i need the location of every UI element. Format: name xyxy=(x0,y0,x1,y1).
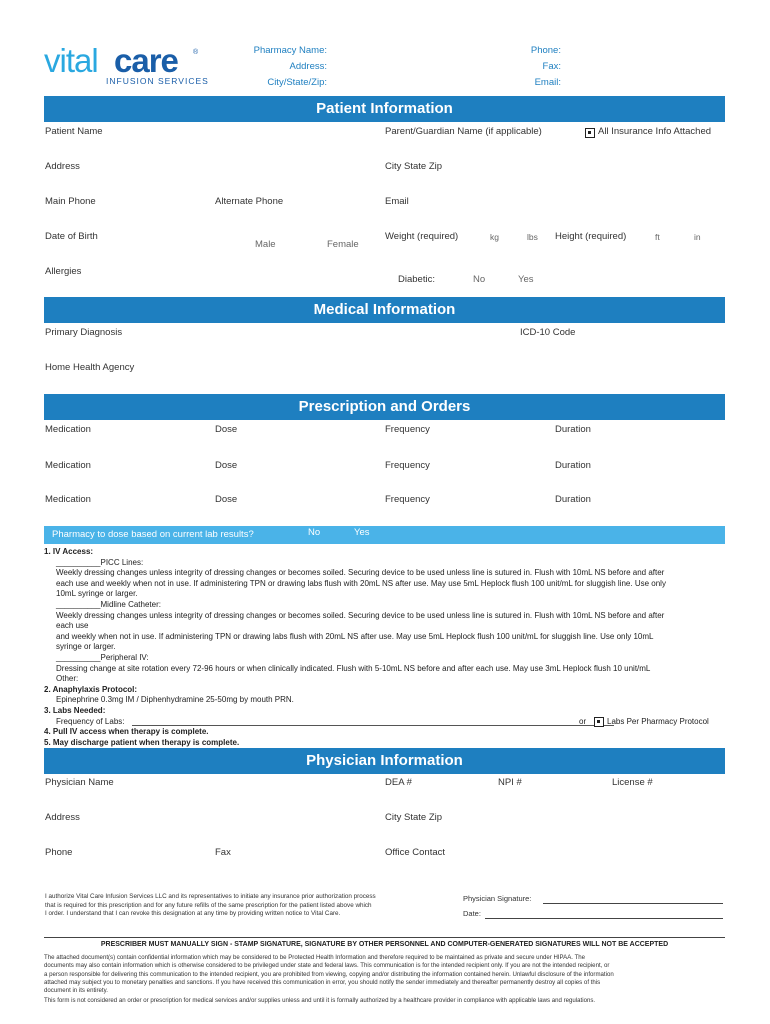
lbs-option[interactable]: lbs xyxy=(527,232,538,242)
iv-access-heading: 1. IV Access: xyxy=(44,547,94,556)
midline-text-4: syringe or larger. xyxy=(56,642,116,652)
office-contact-field[interactable]: Office Contact xyxy=(385,847,446,858)
frequency-field[interactable]: Frequency xyxy=(385,424,430,435)
lab-dosing-yes-option[interactable]: Yes xyxy=(354,527,370,538)
discharge-item: 5. May discharge patient when therapy is complete. xyxy=(44,737,240,747)
physician-info-heading: Physician Information xyxy=(44,748,725,774)
conf-line-5: document in its entirety. xyxy=(44,987,108,995)
height-field[interactable]: Height (required) xyxy=(555,231,627,242)
labs-per-protocol-checkbox[interactable] xyxy=(594,717,604,727)
diabetic-no-option[interactable]: No xyxy=(473,274,486,285)
main-phone-field[interactable]: Main Phone xyxy=(45,196,96,207)
labs-needed-heading: 3. Labs Needed: xyxy=(44,705,106,715)
peripheral-text-1: Dressing change at site rotation every 72-96 hours or when clinically indicated. Flush with 5-10mL NS before and after each use. May use 3mL Heplock flush 10 unit/mL xyxy=(56,663,651,673)
pharmacy-phone-label: Phone: xyxy=(530,45,561,56)
lab-dosing-question: Pharmacy to dose based on current lab results? xyxy=(52,529,254,540)
confidentiality-notice xyxy=(44,954,725,995)
peripheral-label: Peripheral IV: xyxy=(100,652,149,662)
physician-signature-label: Physician Signature: xyxy=(463,894,532,903)
lab-dosing-no-option[interactable]: No xyxy=(308,527,321,538)
prescription-heading: Prescription and Orders xyxy=(44,394,725,420)
medical-info-heading: Medical Information xyxy=(44,297,725,323)
lab-dosing-bar xyxy=(44,526,725,544)
patient-city-state-zip-field[interactable]: City State Zip xyxy=(385,161,443,172)
icd10-field[interactable]: ICD-10 Code xyxy=(520,327,576,338)
parent-guardian-field[interactable]: Parent/Guardian Name (if applicable) xyxy=(385,126,542,137)
picc-blank[interactable]: __________ xyxy=(56,557,101,567)
home-health-agency-field[interactable]: Home Health Agency xyxy=(45,362,135,373)
pharmacy-address-label: Address: xyxy=(289,61,327,72)
logo-subtitle: INFUSION SERVICES xyxy=(106,76,209,86)
duration-field[interactable]: Duration xyxy=(555,424,591,435)
physician-address-field[interactable]: Address xyxy=(45,812,80,823)
physician-fax-field[interactable]: Fax xyxy=(215,847,231,858)
patient-name-field[interactable]: Patient Name xyxy=(45,126,103,137)
dose-field[interactable]: Dose xyxy=(215,494,238,505)
patient-email-field[interactable]: Email xyxy=(385,196,409,207)
frequency-field[interactable]: Frequency xyxy=(385,494,430,505)
physician-signature-line[interactable] xyxy=(543,903,723,904)
medication-field[interactable]: Medication xyxy=(45,424,91,435)
dose-field[interactable]: Dose xyxy=(215,424,238,435)
dea-field[interactable]: DEA # xyxy=(385,777,412,788)
physician-signature-row xyxy=(463,895,531,904)
insurance-attached-label: All Insurance Info Attached xyxy=(598,126,712,137)
authorization-line-2: that is required for this prescription and for any future refills of the same prescription for the patient listed above which xyxy=(45,901,372,909)
logo-vital: vital xyxy=(44,42,98,79)
physician-city-state-zip-field[interactable]: City State Zip xyxy=(385,812,443,823)
date-label: Date: xyxy=(463,909,481,918)
date-row xyxy=(463,910,481,919)
logo-reg: ® xyxy=(193,49,199,56)
conf-line-2: documents may also contain information which is otherwise considered to be privileged under state and federal laws. This communication is for the intended recipient only. If you are not the intended recipient, or xyxy=(44,962,610,970)
frequency-of-labs-label: Frequency of Labs: xyxy=(56,716,125,726)
prescriber-warning: PRESCRIBER MUST MANUALLY SIGN - STAMP SIGNATURE, SIGNATURE BY OTHER PERSONNEL AND COMPUTER-GENERATED SIGNATURES WILL NOT BE ACCEPTED xyxy=(100,941,669,948)
female-option[interactable]: Female xyxy=(327,239,359,250)
physician-name-field[interactable]: Physician Name xyxy=(45,777,114,788)
allergies-field[interactable]: Allergies xyxy=(45,266,82,277)
dose-field[interactable]: Dose xyxy=(215,460,238,471)
diabetic-label: Diabetic: xyxy=(398,274,435,285)
npi-field[interactable]: NPI # xyxy=(498,777,522,788)
medication-field[interactable]: Medication xyxy=(45,460,91,471)
frequency-of-labs-line[interactable] xyxy=(132,717,614,726)
diabetic-yes-option[interactable]: Yes xyxy=(518,274,534,285)
footer-divider xyxy=(44,937,725,938)
primary-diagnosis-field[interactable]: Primary Diagnosis xyxy=(45,327,123,338)
physician-phone-field[interactable]: Phone xyxy=(45,847,73,858)
not-order-notice: This form is not considered an order or prescription for medical services and/or supplies unless and until it is formally authorized by a healthcare provider in compliance with applicable laws and regulations. xyxy=(44,997,596,1004)
dob-field[interactable]: Date of Birth xyxy=(45,231,98,242)
midline-text-2: each use xyxy=(56,621,89,631)
vitalcare-logo xyxy=(44,42,209,88)
authorization-line-3: I order. I understand that I can revoke this designation at any time by providing written notice to Vital Care. xyxy=(45,910,341,917)
orders-block xyxy=(44,547,725,748)
picc-text-1: Weekly dressing changes unless integrity of dressing changes or becomes soiled. Securing device to be used unless line is sutured in. Flush with 10mL NS before and after xyxy=(56,568,665,578)
patient-info-heading: Patient Information xyxy=(44,96,725,122)
authorization-text xyxy=(45,893,445,919)
picc-text-3: 10mL syringe or larger. xyxy=(56,589,138,599)
pharmacy-citystatezip-label: City/State/Zip: xyxy=(267,77,327,88)
in-option[interactable]: in xyxy=(694,232,701,242)
labs-or-label: or xyxy=(579,716,587,726)
logo-care: care xyxy=(114,42,178,79)
ft-option[interactable]: ft xyxy=(655,232,660,242)
date-line[interactable] xyxy=(485,918,723,919)
authorization-line-1: I authorize Vital Care Infusion Services LLC and its representatives to initiate any insurance prior authorization process xyxy=(45,893,376,900)
conf-line-3: a person responsible for delivering this communication to the intended recipient, you are prohibited from viewing, copying and/or distributing the information contained herein. Unlawful disclosure of the information xyxy=(44,970,614,978)
male-option[interactable]: Male xyxy=(255,239,276,250)
conf-line-4: attached may subject you to monetary penalties and sanctions. If you have received this communication in error, you should notify the sender immediately and thereafter permanently destroy all copies of this xyxy=(44,978,601,986)
frequency-field[interactable]: Frequency xyxy=(385,460,430,471)
midline-label: Midline Catheter: xyxy=(100,599,161,609)
midline-text-1: Weekly dressing changes unless integrity of dressing changes or becomes soiled. Securing device to be used unless line is sutured in. Flush with 10mL NS before and after xyxy=(56,610,665,620)
weight-field[interactable]: Weight (required) xyxy=(385,231,459,242)
medication-field[interactable]: Medication xyxy=(45,494,91,505)
patient-address-field[interactable]: Address xyxy=(45,161,80,172)
pull-iv-item: 4. Pull IV access when therapy is complete. xyxy=(44,727,209,737)
other-label[interactable]: Other: xyxy=(56,674,79,684)
duration-field[interactable]: Duration xyxy=(555,494,591,505)
pharmacy-name-label: Pharmacy Name: xyxy=(253,45,327,56)
picc-text-2: each use and weekly when not in use. If administering TPN or drawing labs flush with 20mL NS after use. May use 5mL Heplock flush 100 unit/mL for sluggish line. Use only xyxy=(56,578,666,588)
license-field[interactable]: License # xyxy=(612,777,653,788)
duration-field[interactable]: Duration xyxy=(555,460,591,471)
pharmacy-email-label: Email: xyxy=(534,77,561,88)
anaphylaxis-heading: 2. Anaphylaxis Protocol: xyxy=(44,684,138,694)
pharmacy-fax-label: Fax: xyxy=(542,61,561,72)
labs-per-protocol-label: Labs Per Pharmacy Protocol xyxy=(607,716,709,726)
peripheral-blank[interactable]: __________ xyxy=(56,652,101,662)
midline-text-3: and weekly when not in use. If administering TPN or drawing labs flush with 20mL NS after use. May use 5mL Heplock flush 100 unit/mL for sluggish line. Use only 10mL xyxy=(56,631,654,641)
insurance-attached-checkbox[interactable] xyxy=(585,128,595,138)
conf-line-1: The attached document(s) contain confidential information which may be considered to be Protected Health Information and therefore required to be maintained as private and secure under HIPAA. The xyxy=(44,954,586,961)
midline-blank[interactable]: __________ xyxy=(56,599,101,609)
anaphylaxis-text: Epinephrine 0.3mg IM / Diphenhydramine 25-50mg by mouth PRN. xyxy=(56,695,294,705)
kg-option[interactable]: kg xyxy=(490,232,499,242)
alternate-phone-field[interactable]: Alternate Phone xyxy=(215,196,284,207)
picc-label: PICC Lines: xyxy=(100,557,144,567)
